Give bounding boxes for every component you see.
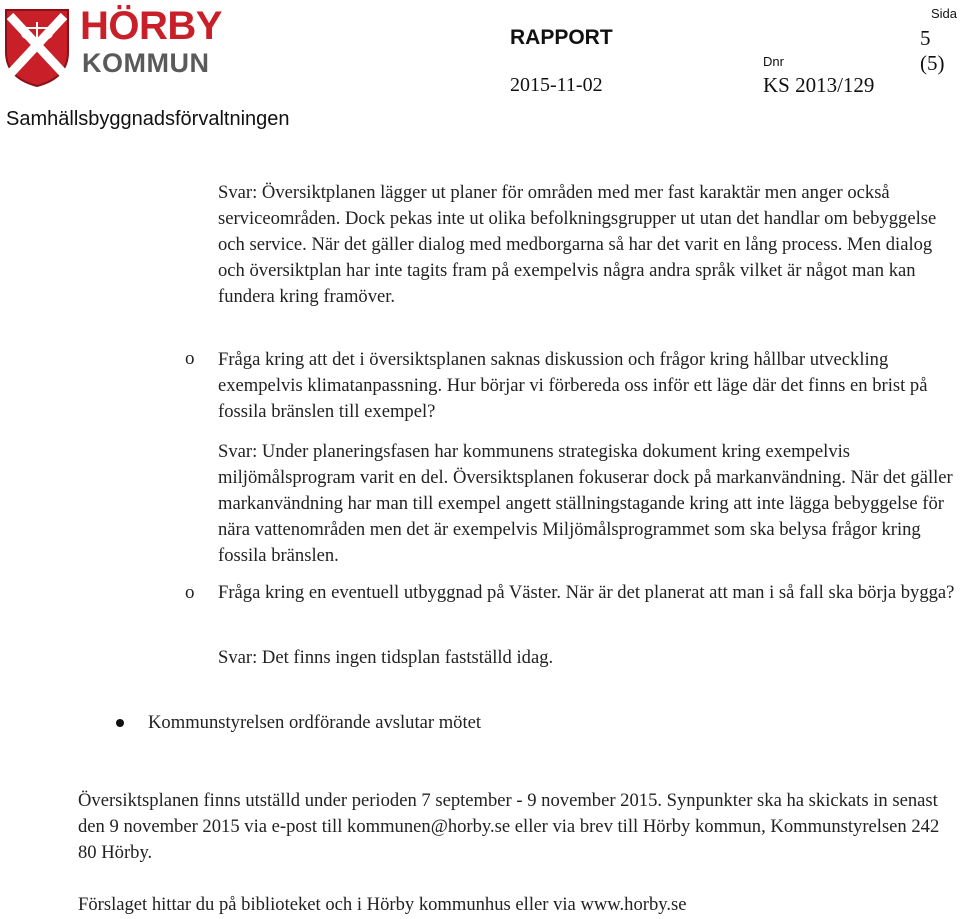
document-date: 2015-11-02 (510, 74, 603, 96)
dnr-value: KS 2013/129 (763, 73, 875, 97)
logo-text-horby: HÖRBY (80, 4, 222, 48)
document-type: RAPPORT (510, 26, 613, 49)
list-marker-o: o (185, 582, 195, 603)
bullet-icon (116, 719, 124, 727)
coat-of-arms-icon (4, 8, 70, 88)
list-marker-o: o (185, 348, 195, 369)
closing-paragraph-1: Översiktsplanen finns utställd under perioden 7 september - 9 november 2015. Synpunkter ska ha skickats in senast den 9 november 2015 via e-post till kommunen@horby.se eller via brev till Hörby kommun, Kommunstyrelsen 242 80 Hörby. (78, 790, 940, 863)
answer-paragraph-3: Svar: Det finns ingen tidsplan fastställd idag. (218, 647, 554, 668)
department-name: Samhällsbyggnadsförvaltningen (6, 108, 290, 130)
question-paragraph-3: Fråga kring en eventuell utbyggnad på Väster. När är det planerat att man i så fall ska börja bygga? (218, 582, 955, 603)
question-paragraph-2: Fråga kring att det i översiktsplanen saknas diskussion och frågor kring hållbar utveckling exempelvis klimatanpassning. Hur börjar vi förbereda oss inför ett läge där det finns en brist på fossila bränslen till exempel? (218, 349, 928, 422)
horby-kommun-logo (4, 4, 222, 94)
closing-paragraph-2: Förslaget hittar du på biblioteket och i Hörby kommunhus eller via www.horby.se (78, 894, 687, 915)
page-label: Sida (931, 6, 958, 21)
answer-paragraph-1: Svar: Översiktplanen lägger ut planer för områden med mer fast karaktär men anger också serviceområden. Dock pekas inte ut olika befolkningsgrupper ut utan det handlar om bebyggelse och service. När det gäller dialog med medborgarna så har det varit en lång process. Men dialog och översiktplan har inte tagits fram på exempelvis några andra språk vilket är något man kan fundera kring framöver. (218, 182, 937, 307)
bullet-item: Kommunstyrelsen ordförande avslutar mötet (148, 712, 482, 733)
dnr-label: Dnr (763, 54, 784, 69)
logo-text-kommun: KOMMUN (82, 48, 210, 78)
answer-paragraph-2: Svar: Under planeringsfasen har kommunens strategiska dokument kring exempelvis miljömålsprogram varit en del. Översiktsplanen fokuserar dock på markanvändning. När det gäller markanvändning har man till exempel angett ställningstagande kring att inte lägga bebyggelse för nära vattenområden men det är exempelvis Miljömålsprogrammet som ska belysa frågor kring fossila bränslen. (218, 441, 953, 566)
page-number: 5 (5) (920, 26, 945, 75)
